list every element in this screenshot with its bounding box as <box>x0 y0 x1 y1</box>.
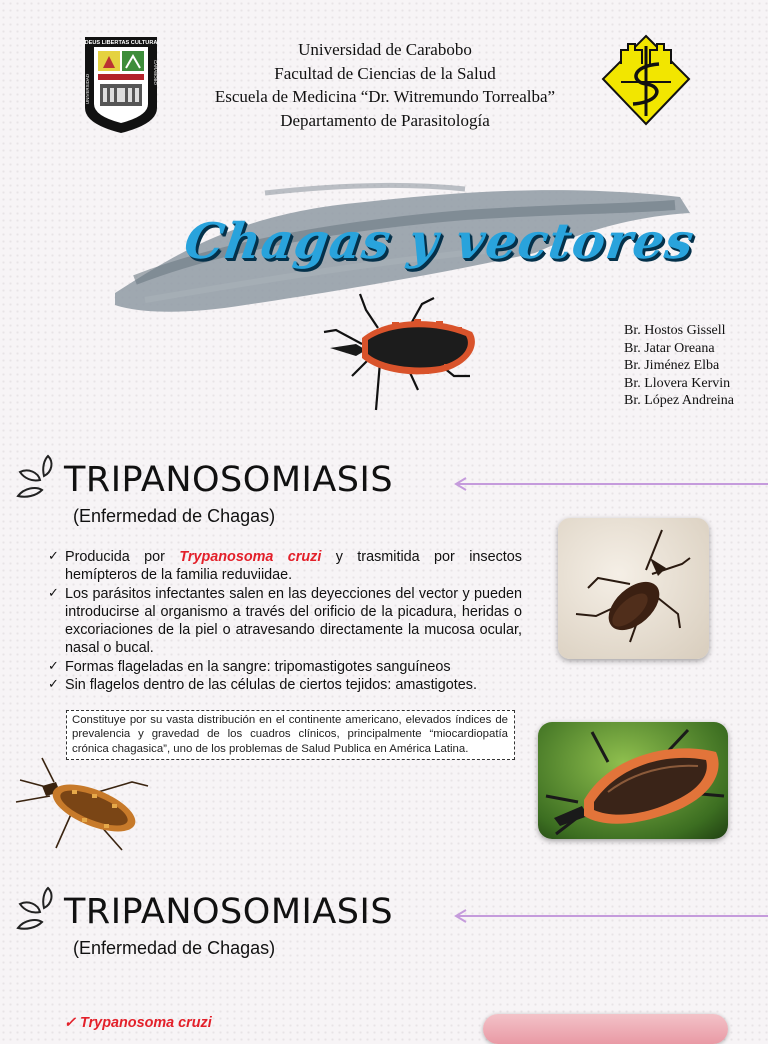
leaf-doodle-icon <box>14 884 58 932</box>
kissing-bug-image <box>322 292 478 412</box>
logo-ring-left: UNIVERSIDAD <box>85 73 90 104</box>
logo-motto: DEUS LIBERTAS CULTURA <box>84 40 158 46</box>
section-subtitle: (Enfermedad de Chagas) <box>73 506 276 526</box>
author-name: Br. Jatar Oreana <box>624 340 715 356</box>
facultad-salud-logo <box>601 34 691 126</box>
list-item: ✓ Formas flageladas en la sangre: tripomastigotes sanguíneos <box>48 658 451 675</box>
checkmark-icon: ✓ <box>48 549 59 564</box>
bullet-list <box>48 548 522 694</box>
page-title: Chagas y vectores <box>180 212 699 270</box>
header-university: Universidad de Carabobo <box>298 40 472 59</box>
author-name: Br. Hostos Gissell <box>624 323 726 338</box>
logo-ring-right: CARABOBO <box>153 60 158 85</box>
header-department: Departamento de Parasitología <box>280 110 490 130</box>
author-name: Br. Jiménez Elba <box>624 358 720 374</box>
assassin-bug-photo <box>558 518 709 659</box>
list-item: ✓ Sin flagelos dentro de las células de ciertos tejidos: amastigotes. <box>48 677 477 694</box>
list-item: ✓ Los parásitos infectantes salen en las deyecciones del vector y pueden introducirse al organismo a través del orificio de la picadura, heridas o excoriaciones de la piel o atravesando directamente la mucosa ocular, nasal o bucal. <box>48 585 522 657</box>
arrow-left-icon <box>452 908 768 924</box>
cut-off-photo <box>483 1014 728 1044</box>
section-title: TRIPANOSOMIASIS <box>64 892 394 932</box>
authors-list <box>624 322 734 410</box>
small-bug-image <box>12 752 152 856</box>
note-box: Constituye por su vasta distribución en el continente americano, elevados índices de prevalencia y gravedad de los cuadros clínicos, principalmente “miocardiopatía crónica chagasica”, uno de los problemas de Salud Publica en América Latina. <box>66 710 515 760</box>
arrow-left-icon <box>452 476 768 492</box>
institution-header <box>180 38 590 132</box>
checkmark-icon: ✓ <box>48 585 59 601</box>
header-faculty: Facultad de Ciencias de la Salud <box>274 63 496 83</box>
section-title: TRIPANOSOMIASIS <box>64 460 394 500</box>
checkmark-icon: ✓ <box>48 677 59 693</box>
kissing-bug-on-leaf-photo <box>538 722 728 839</box>
pathogen-name: Trypanosoma cruzi <box>179 549 322 565</box>
section-subtitle: (Enfermedad de Chagas) <box>73 938 276 958</box>
list-item: ✓ Producida por Trypanosoma cruzi y trasmitida por insectos hemípteros de la familia reduviidae. <box>48 549 523 584</box>
universidad-carabobo-logo <box>82 34 160 134</box>
author-name: Br. López Andreina <box>624 393 735 409</box>
leaf-doodle-icon <box>14 452 58 500</box>
checkmark-icon: ✓ <box>48 658 59 674</box>
author-name: Br. Llovera Kervin <box>624 375 731 391</box>
cut-off-bullet: ✓ Trypanosoma cruzi <box>64 1015 212 1031</box>
header-school: Escuela de Medicina “Dr. Witremundo Torrealba” <box>214 87 556 106</box>
